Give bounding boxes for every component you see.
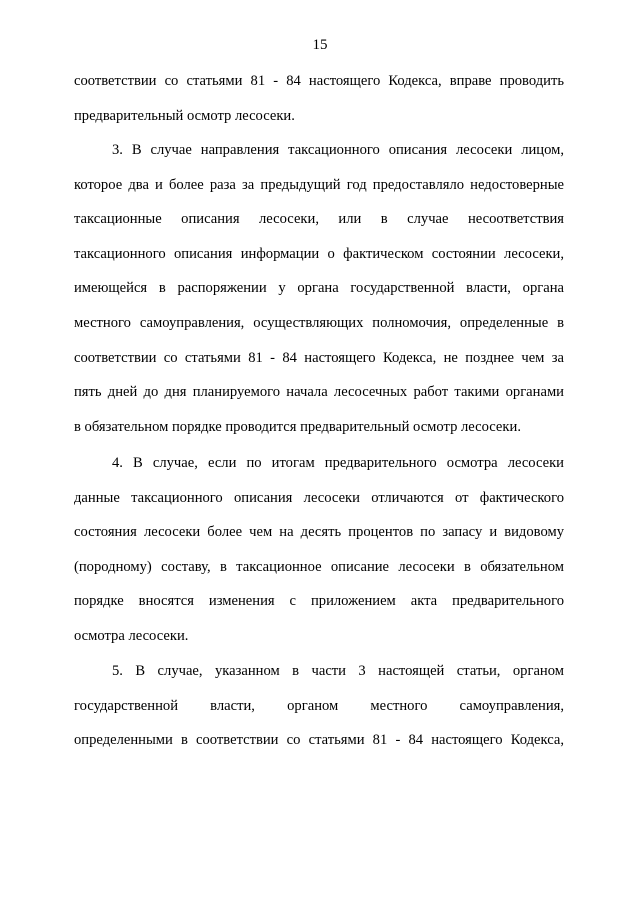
paragraph-item-3 <box>74 133 564 444</box>
page-number: 15 <box>312 37 328 53</box>
text-line: в обязательном порядке проводится предварительный осмотр лесосеки. <box>74 418 521 435</box>
text-line: государственной власти, органом местного самоуправления, <box>74 697 564 714</box>
text-line: состояния лесосеки более чем на десять процентов по запасу и видовому <box>74 524 564 541</box>
text-line: соответствии со статьями 81 - 84 настоящего Кодекса, не позднее чем за <box>74 349 564 366</box>
text-line: таксационного описания информации о фактическом состоянии лесосеки, <box>74 245 564 262</box>
text-line: определенными в соответствии со статьями 81 - 84 настоящего Кодекса, <box>74 732 564 749</box>
text-line: имеющейся в распоряжении у органа государственной власти, органа <box>74 280 564 297</box>
text-line: осмотра лесосеки. <box>74 627 189 644</box>
paragraph-continuation <box>74 64 564 133</box>
text-line: соответствии со статьями 81 - 84 настоящего Кодекса, вправе проводить <box>74 73 564 89</box>
paragraph-item-5 <box>74 654 564 758</box>
text-line: которое два и более раза за предыдущий год предоставляло недостоверные <box>74 176 564 193</box>
text-line: пять дней до дня планируемого начала лесосечных работ такими органами <box>74 384 564 401</box>
text-line: 3. В случае направления таксационного описания лесосеки лицом, <box>112 142 564 158</box>
text-line: 5. В случае, указанном в части 3 настоящей статьи, органом <box>112 663 564 679</box>
text-line: предварительный осмотр лесосеки. <box>74 107 295 124</box>
text-line: (породному) составу, в таксационное описание лесосеки в обязательном <box>74 558 564 575</box>
paragraph-item-4 <box>74 446 564 654</box>
text-line: таксационные описания лесосеки, или в случае несоответствия <box>74 211 564 228</box>
text-line: данные таксационного описания лесосеки отличаются от фактического <box>74 489 564 506</box>
text-line: местного самоуправления, осуществляющих полномочия, определенные в <box>74 314 564 331</box>
text-line: порядке вносятся изменения с приложением акта предварительного <box>74 593 564 610</box>
text-line: 4. В случае, если по итогам предварительного осмотра лесосеки <box>112 455 564 471</box>
